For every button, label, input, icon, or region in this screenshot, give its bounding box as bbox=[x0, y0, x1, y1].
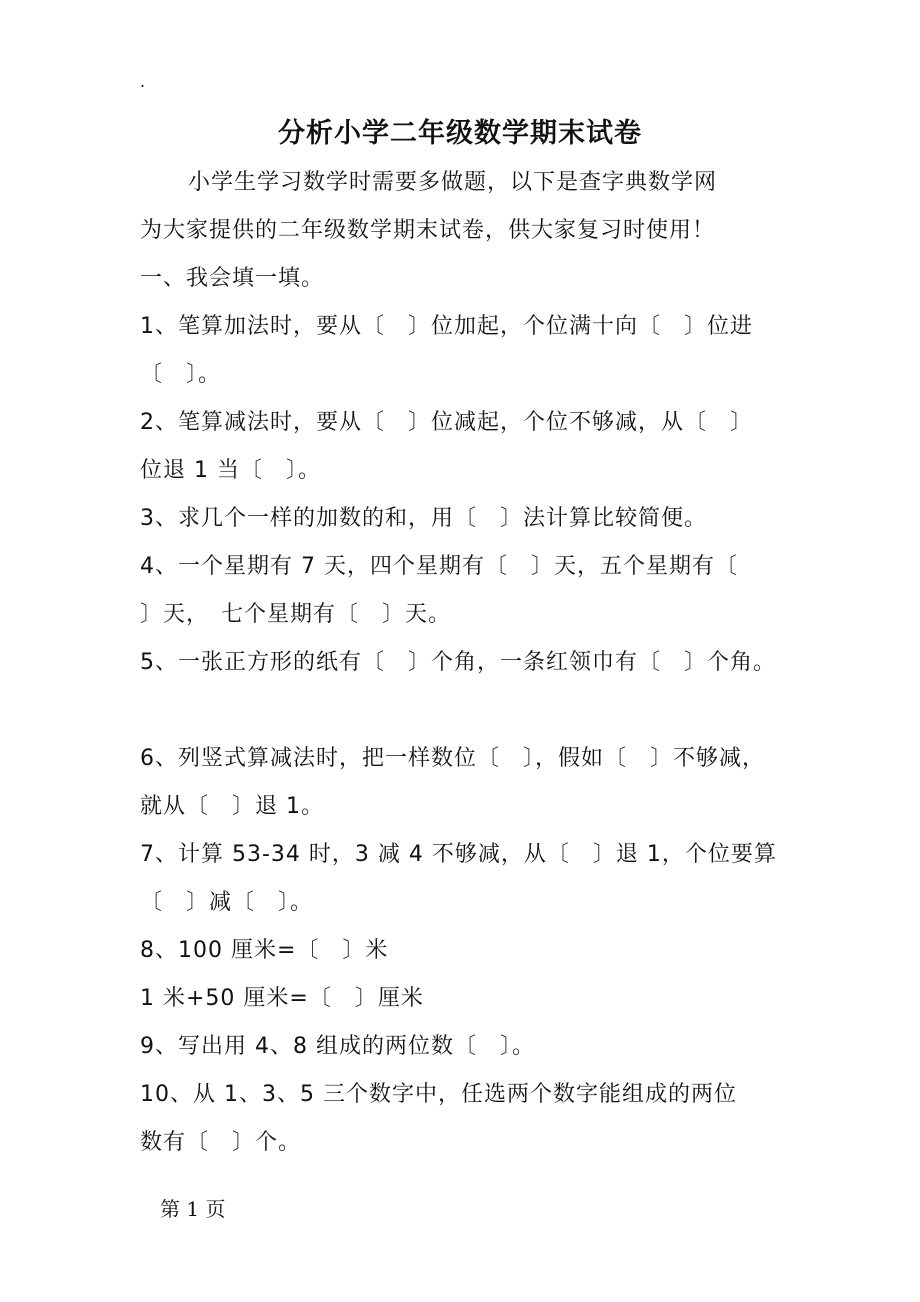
question-8-line-1: 8、100 厘米=〔 〕米 bbox=[140, 938, 389, 963]
question-7-line-2: 〔 〕减〔 〕。 bbox=[140, 890, 314, 915]
question-4-line-2: 〕天， 七个星期有〔 〕天。 bbox=[140, 602, 452, 627]
question-6-line-1: 6、列竖式算减法时，把一样数位〔 〕，假如〔 〕不够减， bbox=[140, 746, 765, 771]
question-5: 5、一张正方形的纸有〔 〕个角，一条红领巾有〔 〕个角。 bbox=[140, 650, 776, 675]
question-8-line-2: 1 米+50 厘米=〔 〕厘米 bbox=[140, 986, 424, 1011]
question-1-line-2: 〔 〕。 bbox=[140, 362, 222, 387]
question-10-line-1: 10、从 1、3、5 三个数字中，任选两个数字能组成的两位 bbox=[140, 1082, 737, 1107]
question-6-line-2: 就从〔 〕退 1。 bbox=[140, 794, 324, 819]
question-10-line-2: 数有〔 〕个。 bbox=[140, 1130, 302, 1155]
question-1-line-1: 1、笔算加法时，要从〔 〕位加起，个位满十向〔 〕位进 bbox=[140, 314, 753, 339]
section-heading: 一、我会填一填。 bbox=[140, 266, 325, 291]
document-title: 分析小学二年级数学期末试卷 bbox=[278, 118, 642, 149]
intro-line-2: 为大家提供的二年级数学期末试卷，供大家复习时使用！ bbox=[140, 218, 716, 243]
intro-line-1: 小学生学习数学时需要多做题，以下是查字典数学网 bbox=[188, 170, 718, 195]
question-4-line-1: 4、一个星期有 7 天，四个星期有〔 〕天，五个星期有〔 bbox=[140, 554, 738, 579]
question-9: 9、写出用 4、8 组成的两位数〔 〕。 bbox=[140, 1034, 535, 1059]
header-dot: . bbox=[140, 72, 146, 91]
page-number: 第 1 页 bbox=[160, 1197, 226, 1221]
question-3: 3、求几个一样的加数的和，用〔 〕法计算比较简便。 bbox=[140, 506, 707, 531]
question-2-line-1: 2、笔算减法时，要从〔 〕位减起，个位不够减，从〔 〕 bbox=[140, 410, 753, 435]
question-2-line-2: 位退 1 当〔 〕。 bbox=[140, 458, 321, 483]
question-7-line-1: 7、计算 53-34 时，3 减 4 不够减，从〔 〕退 1，个位要算 bbox=[140, 842, 777, 867]
